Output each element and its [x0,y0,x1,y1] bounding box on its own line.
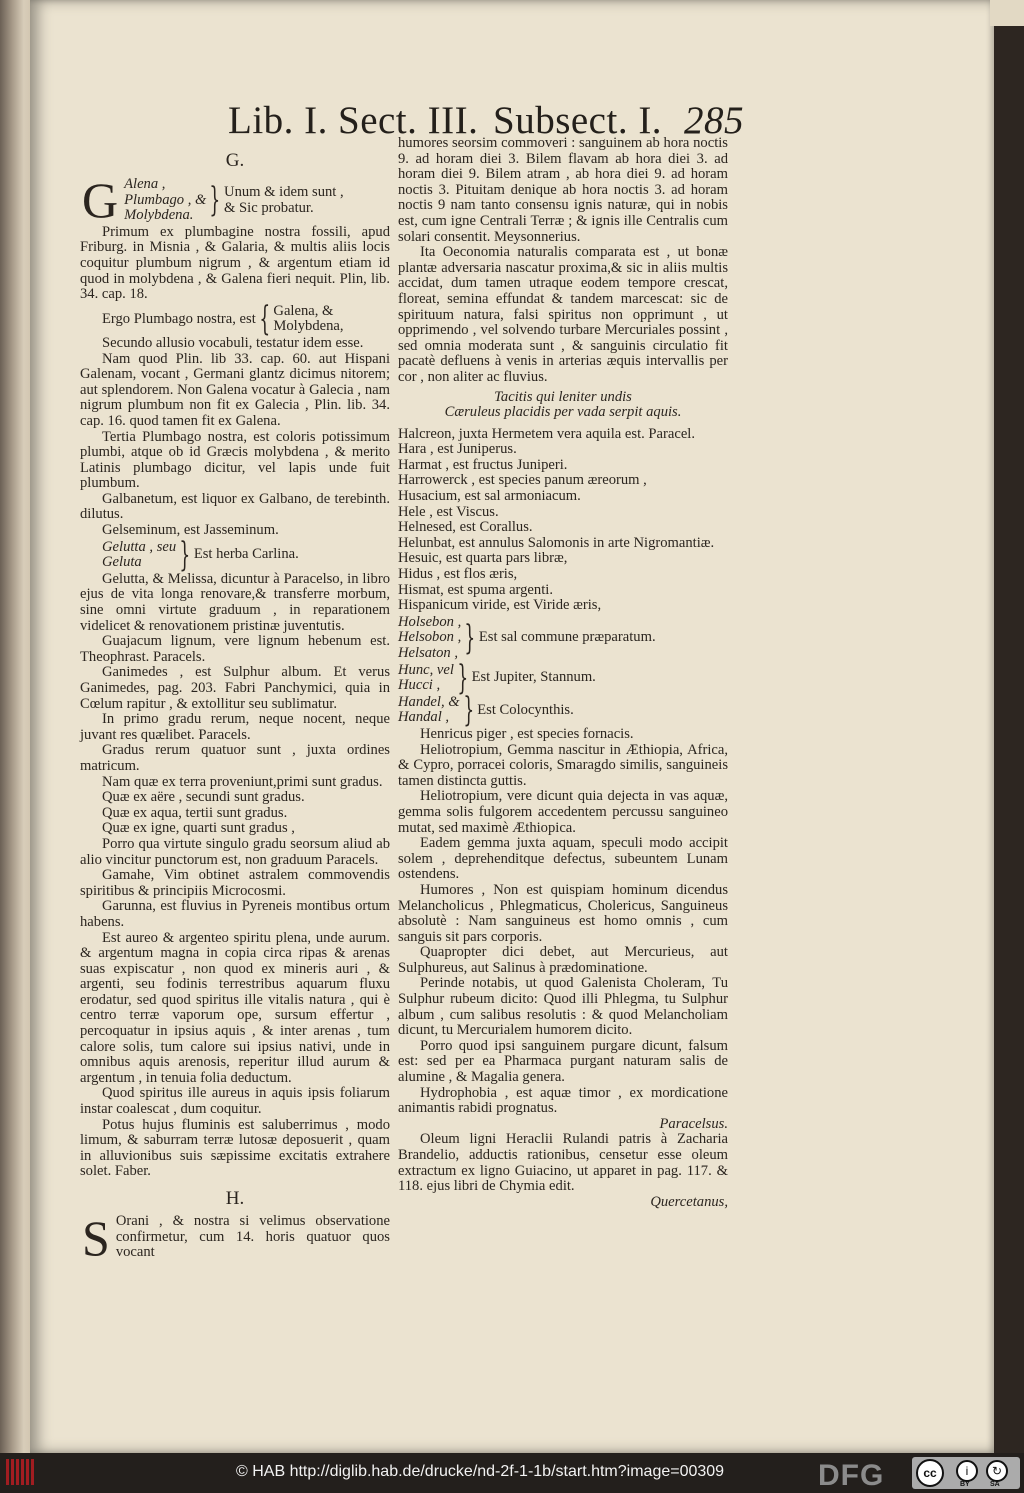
right-column [398,136,728,1210]
paragraph: Quæ ex igne, quarti sunt gradus , [102,820,295,837]
handel-text: Est Colocynthis. [477,701,574,718]
hunc-items [398,663,454,694]
paragraph: Quæ ex aëre , secundi sunt gradus. [102,789,305,806]
brace-item: Hunc, vel [398,661,454,678]
entry: Oleum ligni Heraclii Rulandi patris à Zacharia Brandelio, adductis rationibus, censetur esse oleum extractum ex ligno Guiacino, ut apparet in pag. 117. & 118. ejus libri de Chymia edit. [398,1131,728,1195]
brace-item: Helsaton , [398,645,458,661]
section-letter-h: H. [225,1188,245,1209]
paragraph: Guajacum lignum, vere lignum hebenum est. Theophrast. Paracels. [80,633,390,665]
brace-item: Holsebon , [398,613,462,630]
brace-icon: } [209,180,221,221]
brace-icon: { [259,299,270,340]
paragraph: Gelseminum, est Jasseminum. [102,522,279,539]
cc-by-label: BY [960,1481,970,1488]
paragraph: Gradus rerum quatuor sunt , juxta ordines matricum. [80,742,390,774]
handel-items [398,695,460,726]
holsebon-text: Est sal commune præparatum. [478,629,656,646]
entry: Eadem gemma juxta aquam, speculi modo accipit solem , deprehenditque defectus, subeuntem Lunam ostendens. [398,835,728,883]
dfg-logo[interactable]: DFG [818,1459,885,1492]
cc-icon: cc [916,1459,944,1487]
entry-reference: Paracelsus. [659,1115,728,1132]
paragraph: Nam quod Plin. lib 33. cap. 60. aut Hispani Galenam, vocant , Germani glantz dicimus nitorem; aut splendorem. Non Galena vocatur à Galecia , nam nigrum plumbum non fit ex Galecia , Plin. lib. 34. cap. 16. quod tamen fit ex Galena. [80,350,390,429]
brace-item: Plumbago , & [124,191,207,208]
paragraph: Quæ ex aqua, tertii sunt gradus. [102,804,288,821]
entry: Hispanicum viride, est Viride æris, [398,597,602,614]
verse-line: Cæruleus placidis per vada serpit aquis. [444,404,682,421]
g-brace-text: Unum & idem sunt , & Sic probatur. [224,184,344,217]
paragraph: Nam quæ ex terra proveniunt,primi sunt gradus. [102,773,383,790]
paragraph: Quod spiritus ille aureus in aquis ipsis foliarum instar coalescat , dum coquitur. [80,1085,390,1118]
entry: Hidus , est flos æris, [398,566,518,583]
cc-sa-label: SA [990,1481,1000,1488]
hab-logo-icon[interactable] [6,1459,42,1487]
paragraph: Potus hujus fluminis est saluberrimus , modo limum, & saburram terræ lutosæ deposuerit , quam in alluvionibus suis sæpissime excitatis extrahere solet. Faber. [80,1116,390,1180]
entry: Henricus piger , est species fornacis. [420,725,634,742]
brace-icon: } [464,618,476,659]
share-alike-icon: ↻ [986,1460,1008,1482]
brace-icon: } [457,658,469,699]
brace-item: Gelutta , seu [102,538,177,555]
entry: Harmat , est fructus Juniperi. [398,456,568,473]
gelutta-items [102,540,176,571]
page-number: 285 [684,99,744,142]
running-head-sect: Sect. III. [338,99,479,142]
brace-item: Galena, & [273,302,334,319]
paragraph: Secundo allusio vocabuli, testatur idem esse. [102,334,364,351]
paragraph: Porro qua virtute singulo gradu seorsum aliud ab alio vincitur punctorum est, non graduum Paracels. [80,835,390,868]
entry: Hele , est Viscus. [398,503,499,520]
paragraph: Ganimedes , est Sulphur album. Et verus Ganimedes, pag. 203. Fabri Panchymici, quia in Cœlum rapitur , & extollitur seu sublimatur. [80,664,390,712]
brace-item: Hucci , [398,677,441,694]
g-brace-items [124,177,206,224]
entry: Harrowerck , est species panum æreorum , [398,472,647,489]
brace-item: Alena , [124,176,166,192]
page-corner [990,0,1024,26]
entry: Hara , est Juniperus. [398,441,517,458]
entry: Hismat, est spuma argenti. [398,581,553,598]
entry: Heliotropium, Gemma nascitur in Æthiopia, Africa, & Cypro, porracei coloris, Smaragdo similis, sanguineis tamen distincta guttis. [398,741,728,789]
brace-item: Handal , [398,709,450,726]
section-letter-g: G. [225,150,245,171]
verse-line: Tacitis qui leniter undis [494,388,632,405]
g-brace-group [124,177,390,224]
entry: Husacium, est sal armoniacum. [398,488,581,505]
entry: Halcreon, juxta Hermetem vera aquila est. Paracel. [398,425,696,442]
g-intro-block [80,176,390,225]
previous-page-edge [0,0,34,1453]
hunc-brace-group [398,658,728,699]
paragraph: Garunna, est fluvius in Pyreneis montibus ortum habens. [80,898,390,930]
paragraph: Gamahe, Vim obtinet astralem commovendis spiritibus & principiis Microcosmi. [80,867,390,899]
scan-background-edge [994,0,1024,1453]
paragraph: Gelutta, & Melissa, dicuntur à Paracelso, in libro ejus de vita longa renovare,& transferre morbum, sine omni virtute graduum , in reparationem videlicet & renovationem pristinæ juventutis. [80,570,390,634]
entry: Heliotropium, vere dicunt quia dejecta in vas aquæ, gemma solis fulgorem accedentem percussu sanguineo mutat, sed maximè Æthiopica. [398,788,728,836]
entry: Porro quod ipsi sanguinem purgare dicunt, falsum est: sed per ea Pharmaca purgant naturam salis de alumine , & Magalia genera. [398,1037,728,1086]
drop-cap-s: S [82,1214,110,1261]
paragraph: Tertia Plumbago nostra, est coloris potissimum plumbi, atque ob id Græcis molybdena , & merito Latinis plumbago dicitur, vel lapis unde fuit plumbum. [80,428,390,492]
paragraph: Orani , & nostra si velimus observatione confirmetur, cum 14. horis quatuor quos vocant [115,1214,390,1261]
running-head-lib: Lib. I. [228,99,328,142]
brace-icon: } [179,535,191,576]
left-column [80,148,390,1261]
paragraph: Ita Oeconomia naturalis comparata est , ut bonæ plantæ adversaria nascatur proxima,& sic in aliis multis accidat, dum tamen utraque eodem tempore crescat, floreat, semina effundat & tandem marcescat: sic de spirituum natura, falsi spiritus non opprimunt , ut opprimendo , vel solvendo turbare Mercuriales possint , sed omnia moderata sunt , & sanguinis circulatio fit pacatè defluens à venis in arterias æquis intervallis per cor , non aliter ac fluvius. [398,244,728,385]
brace-item: Helsobon , [398,629,462,646]
entry: Humores , Non est quispiam hominum dicendus Melancholicus , Phlegmaticus, Cholericus, Sanguineus absolutè : Nam sanguineus est homo omnis , cum sanguis sit pars corporis. [398,881,728,945]
viewer-footer [0,1453,1024,1493]
paragraph: Galbanetum, est liquor ex Galbano, de terebinth. dilutus. [80,490,390,523]
paragraph: In primo gradu rerum, neque nocent, neque juvant res quælibet. Paracels. [80,711,390,743]
cc-license-badge[interactable] [912,1457,1020,1489]
ergo-items [273,304,343,335]
entry: Quapropter dici debet, aut Mercurieus, aut Sulphureus, aut Salinus à prædominatione. [398,944,728,976]
source-link[interactable]: © HAB http://diglib.hab.de/drucke/nd-2f-1-1b/start.htm?image=00309 [236,1463,725,1480]
catchword: Quercetanus, [650,1193,728,1210]
hunc-text: Est Jupiter, Stannum. [471,669,596,686]
entry: Helnesed, est Corallus. [398,519,533,536]
brace-item: Molybdena, [273,318,344,335]
entry: Hydrophobia , est aquæ timor , ex mordicatione animantis rabidi prognatus. [398,1084,728,1117]
gelutta-brace-group [102,535,390,576]
paragraph: Est aureo & argenteo spiritu plena, unde aurum. & argentum magna in copia circa ripas & arenas suas expiscatur , non quod ex mineris auri , & argenti, seu fodinis terrestribus aquarum fluxu erodatur, sed quod spiritus ille vitalis natura , qui è centro terræ vaporum ope, sursum effertur , percoquatur in ipsius aquis , & inter arenas , tum calore solis, tum calore sui ipsius nativi, unde in omnibus aquis arenosis, reperitur illud aurum & argentum , in tenuia folia deductum. [80,929,390,1086]
paragraph: Primum ex plumbagine nostra fossili, apud Friburg. in Misnia , & Galaria, & multis aliis locis coquitur plumbum nigrum , & argentum etiam id quod in molybdena , & Galena fieri nequit. Plin, lib. 34. cap. 18. [80,223,390,303]
drop-cap-g: G [82,176,119,225]
h-intro-block [80,1214,390,1261]
by-person-icon: i [956,1460,978,1482]
ergo-lead: Ergo Plumbago nostra, est [102,310,256,327]
paragraph: humores seorsim commoveri : sanguinem ab hora noctis 9. ad horam diei 3. Bilem flavam ab hora diei 3. ad horam diei 9. Bilem atram , ab hora diei 9. ad horam noctis 3. Pituitam denique ab hora noctis 3. ad horam noctis 9 nam tanto consensu ignis naturæ, qui in nobis est, cum igne Centrali Terræ ; & ignis ille Centralis cum solari consentit. Meysonnerius. [398,135,728,245]
handel-brace-group [398,690,728,731]
running-head-subsect: Subsect. I. [493,99,663,142]
brace-item: Molybdena. [124,207,194,224]
brace-item: Geluta [102,554,142,571]
entry: Hesuic, est quarta pars libræ, [398,550,568,567]
entry: Helunbat, est annulus Salomonis in arte Nigromantiæ. [398,534,715,551]
ergo-brace-group [102,299,390,340]
brace-item: Handel, & [398,693,460,710]
gelutta-text: Est herba Carlina. [193,546,299,563]
entry: Perinde notabis, ut quod Galenista Choleram, Tu Sulphur rubeum dicito: Quod illi Phlegma, tu Sulphur album , cum salibus resolutis : & quod Melancholiam dicunt, tu Mercurialem humorem dicito. [398,975,728,1039]
brace-icon: } [463,690,474,731]
holsebon-items [398,615,461,662]
holsebon-brace-group [398,615,728,662]
